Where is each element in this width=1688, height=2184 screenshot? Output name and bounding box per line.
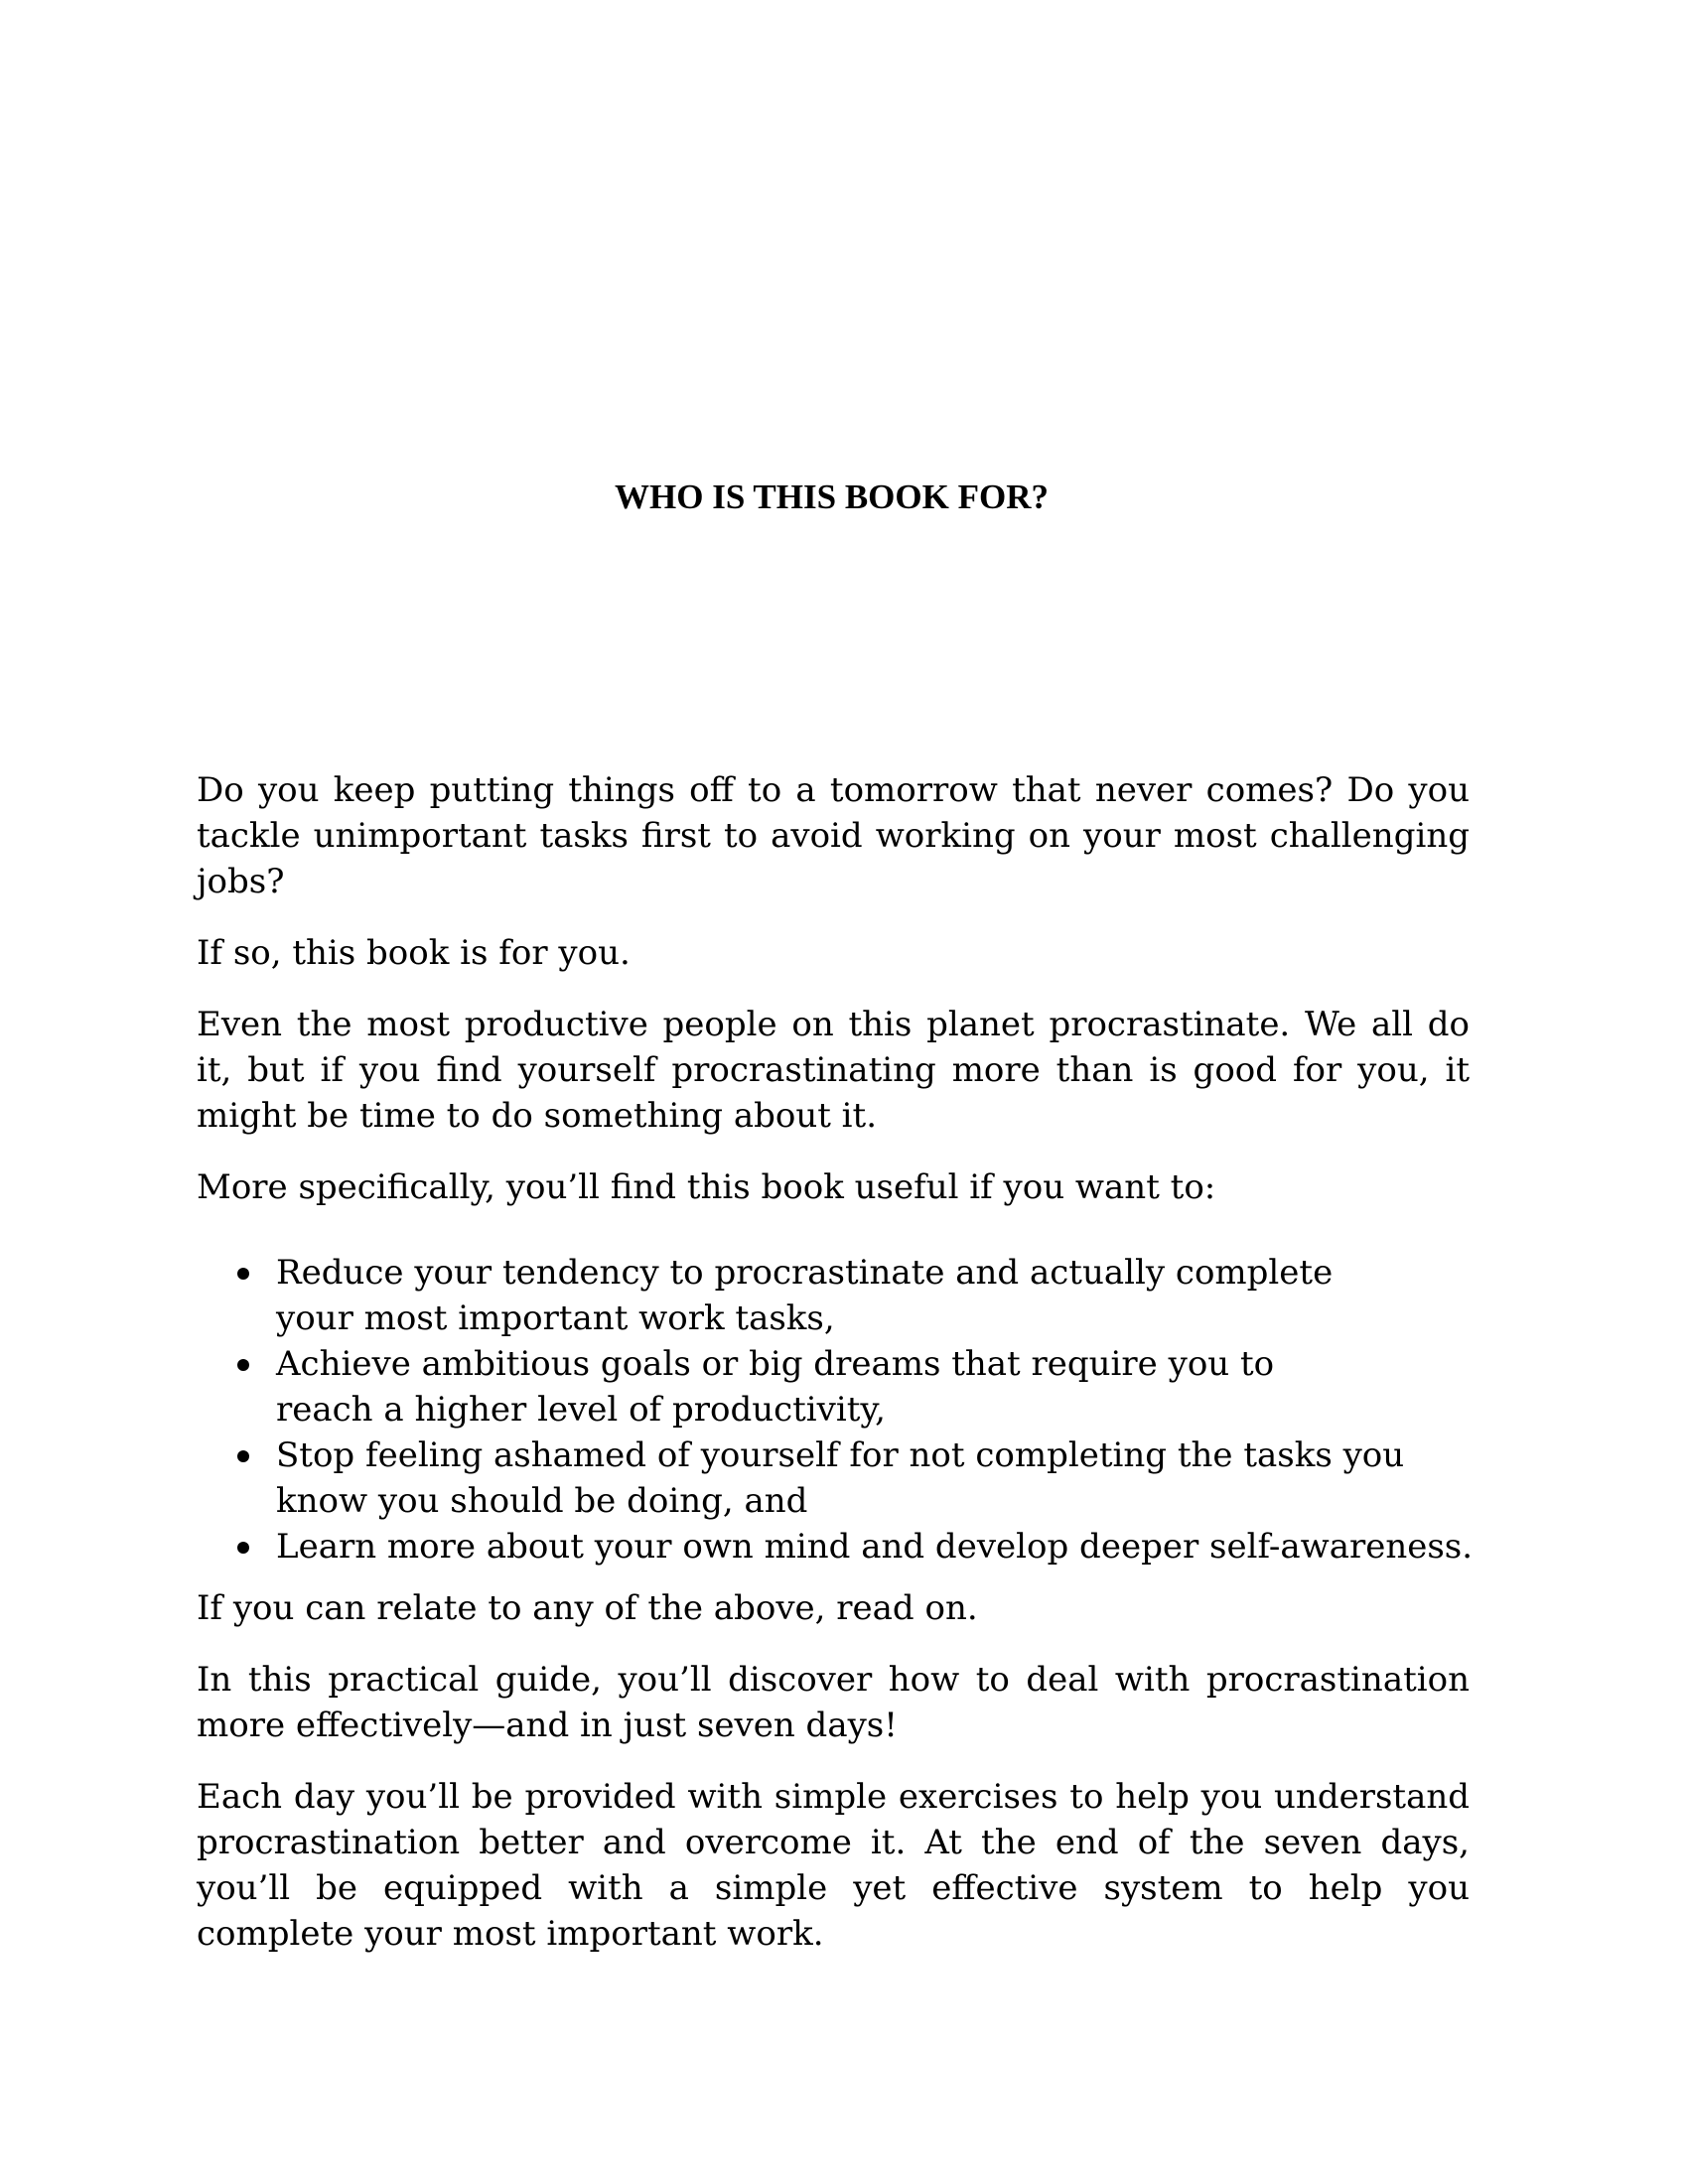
paragraph: In this practical guide, you’ll discover how to deal with procrastination more effectively—and in just seven days!: [197, 1660, 1470, 1745]
page-title: WHO IS THIS BOOK FOR?: [615, 478, 1049, 516]
intro-section: [197, 767, 1474, 1570]
list-item-text: Learn more about your own mind and develop deeper self-awareness.: [276, 1527, 1474, 1567]
bullet-icon: [237, 1450, 249, 1462]
list-item-text: Achieve ambitious goals or big dreams that require you to reach a higher level of productivity,: [276, 1344, 1275, 1430]
bullet-list: [197, 1250, 1474, 1570]
bullet-icon: [237, 1359, 249, 1371]
list-item-text: Reduce your tendency to procrastinate and actually complete your most important work tasks,: [276, 1253, 1334, 1338]
paragraph: If you can relate to any of the above, read on.: [197, 1588, 978, 1628]
paragraph: More specifically, you’ll find this book useful if you want to:: [197, 1167, 1216, 1207]
list-item: [197, 1341, 1358, 1433]
closing-section: [197, 1585, 1470, 1982]
paragraph: Each day you’ll be provided with simple exercises to help you understand procrastination better and overcome it. At the end of the seven days, you’ll be equipped with a simple yet effective system to help you complete your most important work.: [197, 1777, 1470, 1954]
paragraph: Do you keep putting things off to a tomorrow that never comes? Do you tackle unimportant tasks first to avoid working on your most challenging jobs?: [197, 770, 1470, 901]
list-item: [197, 1250, 1418, 1341]
list-item: [197, 1433, 1418, 1524]
bullet-icon: [237, 1542, 249, 1554]
paragraph: If so, this book is for you.: [197, 933, 631, 973]
list-item: [197, 1524, 1497, 1570]
list-item-text: Stop feeling ashamed of yourself for not completing the tasks you know you should be doing, and: [276, 1435, 1405, 1521]
paragraph: Even the most productive people on this planet procrastinate. We all do it, but if you find yourself procrastinating more than is good for you, it might be time to do something about it.: [197, 1005, 1470, 1136]
bullet-icon: [237, 1268, 249, 1280]
